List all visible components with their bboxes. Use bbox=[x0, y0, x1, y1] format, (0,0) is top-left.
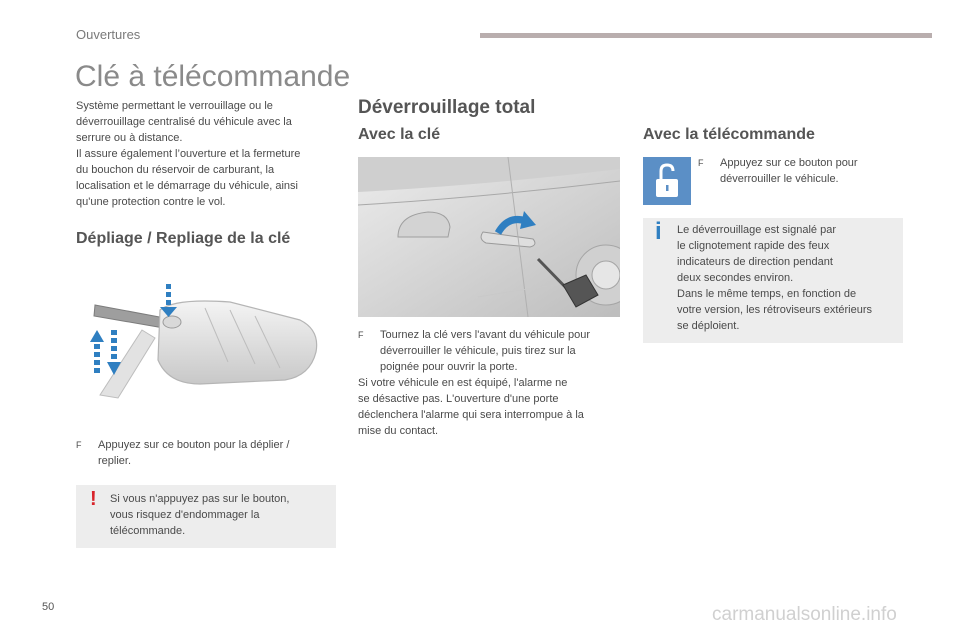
info-line: deux secondes environ. bbox=[677, 272, 794, 284]
unlock-heading: Déverrouillage total bbox=[358, 97, 536, 118]
note-line: se désactive pas. L'ouverture d'une porte bbox=[358, 393, 559, 405]
with-remote-bullet bbox=[698, 155, 898, 187]
intro-line: déverrouillage centralisé du véhicule avec la bbox=[76, 116, 292, 128]
warning-box bbox=[76, 485, 336, 548]
intro-line: Il assure également l’ouverture et la fermeture bbox=[76, 148, 301, 160]
intro-line: localisation et le démarrage du véhicule, ainsi bbox=[76, 180, 298, 192]
header-divider-bar bbox=[480, 33, 932, 38]
with-remote-heading: Avec la télécommande bbox=[643, 126, 815, 143]
bullet-line: déverrouiller le véhicule. bbox=[720, 173, 839, 185]
folding-heading: Dépliage / Repliage de la clé bbox=[76, 230, 291, 247]
bullet-line: déverrouiller le véhicule, puis tirez sur la bbox=[380, 345, 576, 357]
bullet-marker: F bbox=[358, 330, 364, 340]
bullet-line: poignée pour ouvrir la porte. bbox=[380, 361, 518, 373]
intro-line: du bouchon du réservoir de carburant, la bbox=[76, 164, 275, 176]
bullet-marker: F bbox=[698, 158, 704, 168]
info-line: indicateurs de direction pendant bbox=[677, 256, 833, 268]
note-line: mise du contact. bbox=[358, 425, 439, 437]
page-title: Clé à télécommande bbox=[75, 60, 351, 93]
intro-line: qu'une protection contre le vol. bbox=[76, 196, 226, 208]
unlock-icon bbox=[643, 157, 691, 205]
with-key-bullet bbox=[358, 327, 623, 439]
warning-line: Si vous n'appuyez pas sur le bouton, bbox=[110, 493, 290, 505]
intro-paragraph bbox=[76, 98, 338, 210]
info-line: Dans le même temps, en fonction de bbox=[677, 288, 857, 300]
intro-line: serrure ou à distance. bbox=[76, 132, 183, 144]
watermark: carmanualsonline.info bbox=[712, 604, 897, 625]
warning-icon: ! bbox=[90, 488, 97, 510]
arrow-icon bbox=[90, 330, 104, 373]
bullet-line: Appuyez sur ce bouton pour bbox=[720, 157, 858, 169]
info-line: le clignotement rapide des feux bbox=[677, 240, 830, 252]
warning-line: télécommande. bbox=[110, 525, 186, 537]
with-key-heading: Avec la clé bbox=[358, 126, 441, 143]
bullet-line: Tournez la clé vers l'avant du véhicule pour bbox=[380, 329, 590, 341]
info-box bbox=[643, 218, 903, 343]
info-icon: i bbox=[655, 218, 662, 245]
section-label: Ouvertures bbox=[76, 27, 141, 42]
info-line: se déploient. bbox=[677, 320, 740, 332]
door-illustration bbox=[358, 157, 620, 317]
key-illustration bbox=[80, 280, 330, 400]
info-line: votre version, les rétroviseurs extérieurs bbox=[677, 304, 873, 316]
note-line: déclenchera l'alarme qui sera interrompue à la bbox=[358, 409, 584, 421]
bullet-line: Appuyez sur ce bouton pour la déplier / bbox=[98, 439, 290, 451]
page-number: 50 bbox=[42, 601, 55, 613]
bullet-marker: F bbox=[76, 440, 82, 450]
folding-bullet bbox=[76, 437, 338, 469]
intro-line: Système permettant le verrouillage ou le bbox=[76, 100, 273, 112]
note-line: Si votre véhicule en est équipé, l'alarme ne bbox=[358, 377, 568, 389]
warning-line: vous risquez d'endommager la bbox=[110, 509, 260, 521]
bullet-line: replier. bbox=[98, 455, 132, 467]
info-line: Le déverrouillage est signalé par bbox=[677, 224, 836, 236]
